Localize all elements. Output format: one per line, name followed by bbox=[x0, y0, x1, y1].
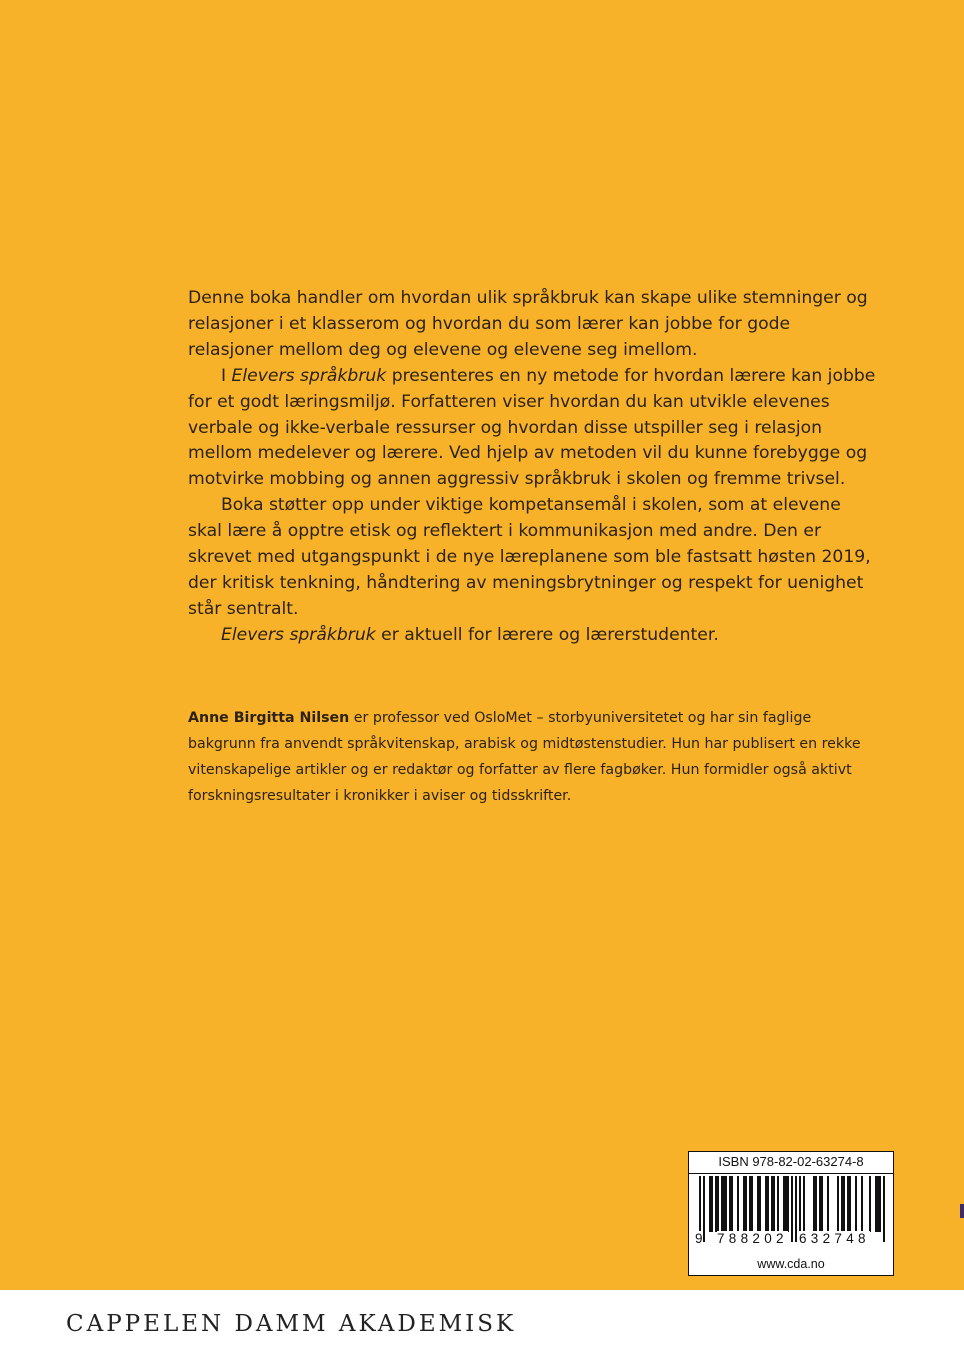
blurb-prefix: I bbox=[221, 365, 232, 386]
blurb-paragraph-4 bbox=[188, 623, 878, 649]
barcode-bar bbox=[771, 1176, 773, 1232]
blurb-paragraph-1: Denne boka handler om hvordan ulik språkbruk kan skape ulike stemninger og relasjoner i et klasserom og hvordan du som lærer kan jobbe for gode relasjoner mellom deg og elevene og elevene seg imellom. bbox=[188, 288, 868, 360]
isbn-divider bbox=[689, 1173, 893, 1174]
barcode-bar bbox=[791, 1176, 793, 1242]
barcode-bar bbox=[749, 1176, 751, 1232]
barcode-bar bbox=[765, 1176, 767, 1232]
barcode-digits-left: 788202 bbox=[717, 1231, 788, 1246]
barcode-bar bbox=[837, 1176, 839, 1232]
barcode-bar bbox=[757, 1176, 759, 1232]
barcode-bar bbox=[709, 1176, 711, 1232]
book-title-italic: Elevers språkbruk bbox=[221, 624, 376, 645]
barcode-bar bbox=[815, 1176, 817, 1232]
barcode-bar bbox=[773, 1176, 775, 1232]
barcode-bar bbox=[745, 1176, 747, 1232]
isbn-text: ISBN 978-82-02-63274-8 bbox=[718, 1154, 864, 1169]
barcode-bar bbox=[783, 1176, 785, 1232]
blurb-paragraph-3: Boka støtter opp under viktige kompetansemål i skolen, som at elevene skal lære å opptre etisk og reflektert i kommunikasjon med andre. Den er skrevet med utgangspunkt i de nye læreplanene som ble fastsatt høsten 2019, der kritisk tenkning, håndtering av meningsbrytninger og respekt for uenighet står sentralt. bbox=[188, 495, 871, 619]
barcode-bar bbox=[723, 1176, 725, 1232]
author-name: Anne Birgitta Nilsen bbox=[188, 710, 350, 726]
barcode-bar bbox=[799, 1176, 801, 1232]
barcode-bar bbox=[827, 1176, 829, 1232]
author-bio bbox=[188, 705, 868, 809]
barcode-bar bbox=[731, 1176, 733, 1232]
book-blurb bbox=[188, 286, 878, 649]
edge-mark bbox=[960, 1204, 964, 1218]
isbn-barcode-label bbox=[688, 1151, 894, 1276]
barcode-bar bbox=[777, 1176, 779, 1232]
barcode-bar bbox=[703, 1176, 705, 1242]
barcode-bar bbox=[717, 1176, 719, 1232]
barcode-bar bbox=[751, 1176, 753, 1232]
author-bio-text: er professor ved OsloMet – storbyuniversitetet og har sin faglige bakgrunn fra anvendt språkvitenskap, arabisk og midtøstenstudier. Hun har publisert en rekke vitenskapelige artikler og er redaktør og forfatter av flere fagbøker. Hun formidler også aktivt forskningsresultater i kronikker i aviser og tidsskrifter. bbox=[188, 710, 861, 804]
publisher-logo: CAPPELEN DAMM AKADEMISK bbox=[66, 1311, 517, 1337]
barcode-bar bbox=[725, 1176, 727, 1232]
publisher-url: www.cda.no bbox=[757, 1257, 825, 1271]
blurb-paragraph-2 bbox=[188, 364, 878, 494]
barcode-bar bbox=[743, 1176, 745, 1232]
barcode-bar bbox=[883, 1176, 885, 1242]
barcode-bar bbox=[847, 1176, 849, 1232]
barcode-bar bbox=[767, 1176, 769, 1232]
barcode-digits-right: 632748 bbox=[799, 1231, 870, 1246]
barcode-bar bbox=[785, 1176, 787, 1232]
barcode-bar bbox=[879, 1176, 881, 1232]
barcode-bar bbox=[843, 1176, 845, 1232]
barcode-bar bbox=[737, 1176, 739, 1232]
barcode-bar bbox=[819, 1176, 821, 1232]
barcode-bar bbox=[821, 1176, 823, 1232]
barcode-bar bbox=[861, 1176, 863, 1232]
barcode-bar bbox=[787, 1176, 789, 1232]
barcode-bar bbox=[711, 1176, 713, 1232]
barcode-bar bbox=[869, 1176, 871, 1232]
barcode-bar bbox=[759, 1176, 761, 1232]
barcode-bar bbox=[729, 1176, 731, 1232]
barcode-bar bbox=[855, 1176, 857, 1232]
barcode-bar bbox=[813, 1176, 815, 1232]
barcode-bar bbox=[849, 1176, 851, 1232]
barcode-bar bbox=[877, 1176, 879, 1232]
barcode-bar bbox=[875, 1176, 877, 1232]
barcode-bar bbox=[803, 1176, 805, 1232]
barcode-digit-first: 9 bbox=[695, 1231, 703, 1246]
barcode-bar bbox=[841, 1176, 843, 1232]
barcode-bar bbox=[715, 1176, 717, 1232]
barcode-bar bbox=[795, 1176, 797, 1242]
barcode-bar bbox=[721, 1176, 723, 1232]
book-title-italic: Elevers språkbruk bbox=[231, 365, 387, 386]
blurb-text: er aktuell for lærere og lærerstudenter. bbox=[375, 624, 719, 645]
blurb-text: presenteres en ny metode for hvordan lærere kan jobbe for et godt læringsmiljø. Forfatteren viser hvordan du kan utvikle elevenes verbale og ikke-verbale ressurser og hvordan disse utspiller seg i relasjon mellom medelever og lærere. Ved hjelp av metoden vil du kunne forebygge og motvirke mobbing og annen aggressiv språkbruk i skolen og fremme trivsel. bbox=[188, 365, 876, 490]
